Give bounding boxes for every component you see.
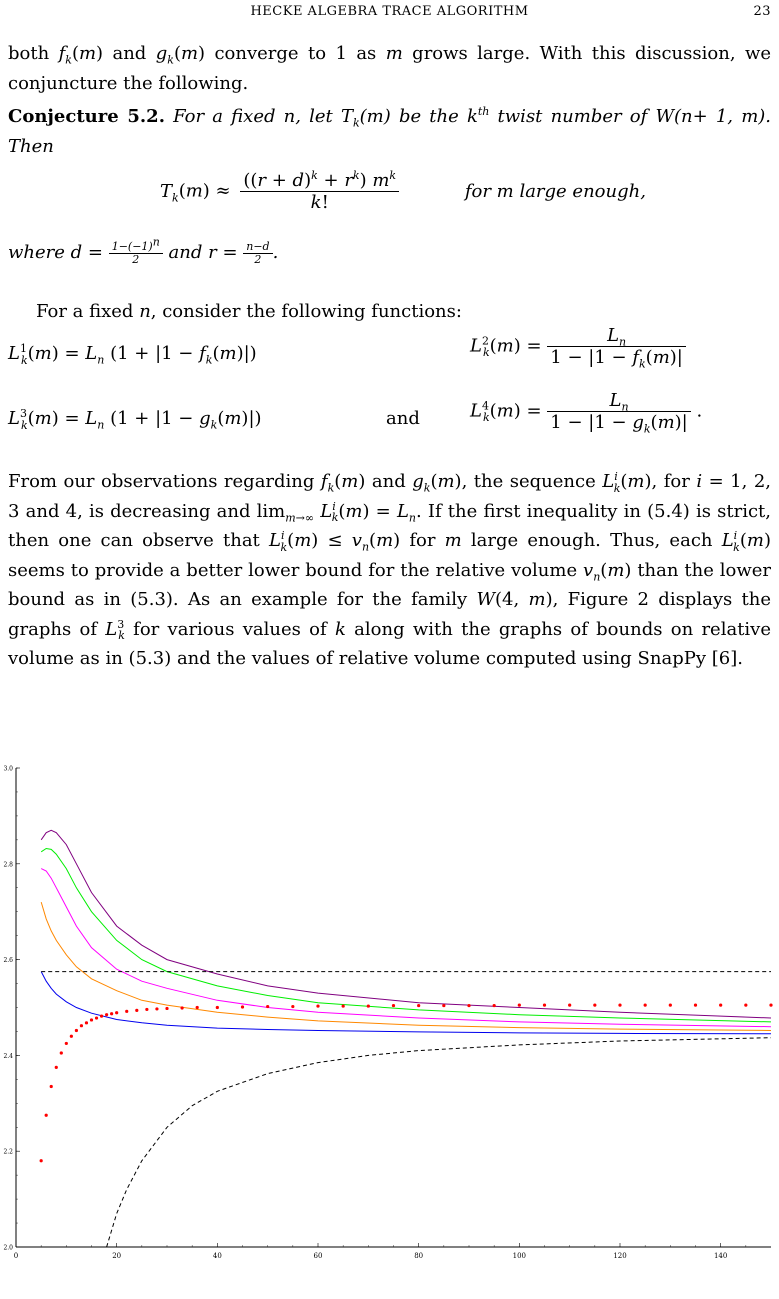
function-L4: $L^4_k(m)$ = $\frac{L_n}{1 - |1 - g_k(m)|}$ . [470, 390, 703, 436]
conjecture-statement: Conjecture 5.2. For a fixed n, let $T_k(m)$ be the $k^{th}$ twist number of W(n+ 1, m). Then [8, 105, 772, 157]
y-tick-label: 2.0 [3, 1244, 13, 1252]
series-line-1 [41, 830, 771, 1018]
chart-axes [3, 766, 771, 1261]
data-point [669, 1004, 672, 1007]
y-tick-label: 2.6 [3, 957, 13, 965]
data-point [744, 1004, 747, 1007]
function-L1: $L^1_k(m) = L_n$ $(1 + |1 - f_k(m)|)$ [8, 342, 257, 367]
series-line-4 [41, 902, 771, 1030]
data-point [769, 1004, 772, 1007]
data-point [125, 1010, 128, 1013]
data-point [392, 1004, 395, 1007]
x-tick-label: 140 [713, 1252, 728, 1260]
conjecture-where: where d = $\frac{1-(-1)^n}{2}$ and r = $\frac{n-d}{2}$ . [8, 234, 279, 266]
data-point [644, 1004, 647, 1007]
conjecture-label: Conjecture 5.2. [8, 106, 165, 127]
series-line-7 [107, 1038, 771, 1247]
data-point [145, 1008, 148, 1011]
x-tick-label: 40 [212, 1252, 222, 1260]
y-tick-label: 2.2 [3, 1148, 13, 1156]
y-tick-label: 3.0 [3, 765, 13, 773]
data-point [417, 1004, 420, 1007]
data-point [367, 1004, 370, 1007]
data-point [342, 1004, 345, 1007]
paragraph-intro: both $f_k(m)$ and $g_k(m)$ converge to 1 as m grows large. With this discussion, we conjuncture the following. [8, 43, 771, 94]
paragraph-functions-intro: For a fixed n, consider the following functions: [36, 301, 462, 322]
data-point [518, 1004, 521, 1007]
data-point [70, 1035, 73, 1038]
data-point [155, 1007, 158, 1010]
data-point [467, 1004, 470, 1007]
running-title: HECKE ALGEBRA TRACE ALGORITHM [250, 4, 529, 19]
data-point [95, 1016, 98, 1019]
paragraph-observations: From our observations regarding $f_k(m)$ and $g_k(m)$, the sequence $L^i_k(m)$, for i = 1, 2, 3 and 4, is decreasing and $\lim_{m\to\infty} L^i_k(m) = L_n$. If the first inequality in (5.4) is strict, then one can observe that $L^i_k(m) \le v_n(m)$ for m large enough. Thus, each $L^i_k(m)$ seems to provide a better lower bound for the relative volume $v_n(m)$ than the lower bound as in (5.3). As an example for the family W(4, m), Figure 2 displays the graphs of $L^3_k$ for various values of k along with the graphs of bounds on relative volume as in (5.3) and the values of relative volume computed using SnapPy [6]. [8, 470, 772, 669]
data-point [181, 1006, 184, 1009]
data-point [55, 1066, 58, 1069]
chart-svg [0, 760, 779, 1295]
data-point [45, 1114, 48, 1117]
y-tick-label: 2.4 [3, 1052, 13, 1060]
conjecture-formula: $T_k(m)$ ≈ $\frac{((r + d)^k + r^k) m^k}{k!}$ for m large enough, [160, 169, 646, 213]
x-tick-label: 0 [13, 1252, 19, 1260]
data-point [85, 1021, 88, 1024]
x-tick-label: 20 [112, 1252, 122, 1260]
data-point [80, 1024, 83, 1027]
data-point [694, 1004, 697, 1007]
data-point [165, 1007, 168, 1010]
page-number: 23 [753, 4, 771, 19]
function-and: and [386, 408, 420, 429]
data-point [110, 1012, 113, 1015]
x-tick-label: 100 [512, 1252, 527, 1260]
data-point [216, 1006, 219, 1009]
data-point [196, 1006, 199, 1009]
data-point [115, 1011, 118, 1014]
data-point [100, 1015, 103, 1018]
x-tick-label: 60 [313, 1252, 323, 1260]
data-point [568, 1004, 571, 1007]
data-point [719, 1004, 722, 1007]
data-point [316, 1004, 319, 1007]
data-point [593, 1004, 596, 1007]
data-point [266, 1005, 269, 1008]
data-point [493, 1004, 496, 1007]
data-point [50, 1085, 53, 1088]
function-L2: $L^2_k(m)$ = $\frac{L_n}{1 - |1 - f_k(m)|}$ [470, 325, 686, 368]
series-line-3 [41, 869, 771, 1027]
page-header [8, 4, 771, 26]
chart-series [40, 830, 773, 1247]
x-tick-label: 80 [414, 1252, 424, 1260]
y-tick-label: 2.8 [3, 861, 13, 869]
data-point [65, 1042, 68, 1045]
data-point [618, 1004, 621, 1007]
figure-2-chart [0, 760, 779, 1295]
data-point [60, 1051, 63, 1054]
data-point [135, 1009, 138, 1012]
function-L3: $L^3_k(m) = L_n$ $(1 + |1 - g_k(m)|)$ [8, 407, 262, 432]
data-point [291, 1005, 294, 1008]
data-point [75, 1029, 78, 1032]
data-point [40, 1159, 43, 1162]
data-point [105, 1013, 108, 1016]
x-tick-label: 120 [613, 1252, 627, 1260]
data-point [442, 1004, 445, 1007]
data-point [241, 1005, 244, 1008]
data-point [543, 1004, 546, 1007]
series-line-2 [41, 849, 771, 1022]
data-point [90, 1018, 93, 1021]
